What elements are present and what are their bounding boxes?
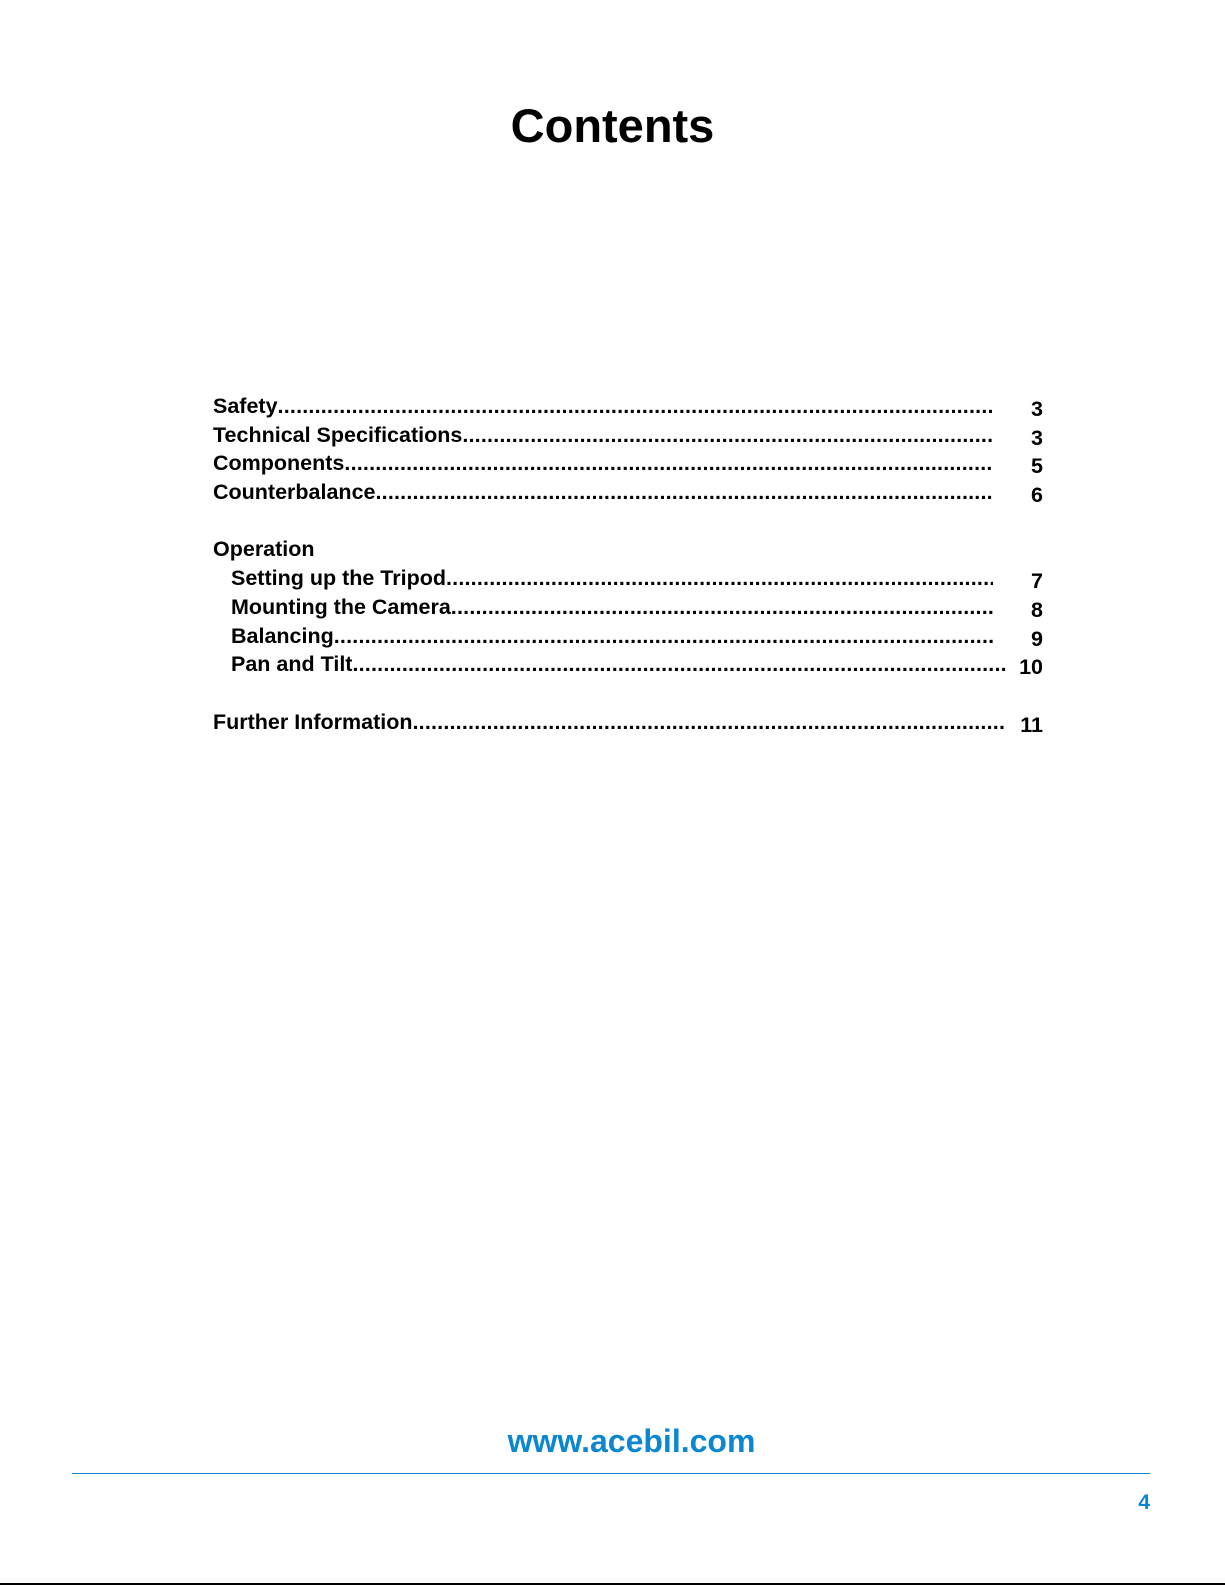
toc-entry-balancing[interactable]	[213, 622, 1043, 651]
footer-page-number: 4	[1138, 1491, 1150, 1514]
toc-entry-counterbalance[interactable]	[213, 478, 1043, 507]
toc-entry-label: Counterbalance	[213, 480, 376, 505]
toc-entry-label: Technical Specifications	[213, 422, 463, 447]
table-of-contents	[213, 392, 1043, 736]
toc-entry-label: Mounting the Camera	[231, 594, 451, 619]
toc-entry-page: 8	[1031, 597, 1043, 622]
toc-entry-page: 6	[1031, 483, 1043, 508]
toc-entry-further-information[interactable]	[213, 708, 1043, 737]
toc-entry-label: Further Information	[213, 709, 413, 734]
toc-entry-label: Pan and Tilt	[231, 652, 353, 677]
toc-entry-label: Setting up the Tripod	[231, 566, 446, 591]
toc-entry-components[interactable]	[213, 449, 1043, 478]
toc-entry-page: 7	[1031, 569, 1043, 594]
toc-entry-page: 10	[1019, 655, 1043, 680]
toc-entry-mounting-the-camera[interactable]	[213, 593, 1043, 622]
toc-section-heading-operation: Operation	[213, 537, 315, 562]
toc-entry-pan-and-tilt[interactable]	[213, 650, 1043, 679]
toc-entry-technical-specifications[interactable]	[213, 421, 1043, 450]
toc-entry-safety[interactable]	[213, 392, 1043, 421]
toc-entry-setting-up-the-tripod[interactable]	[213, 564, 1043, 593]
footer-website-link[interactable]: www.acebil.com	[507, 1423, 756, 1459]
toc-entry-page: 3	[1031, 397, 1043, 421]
footer-divider	[72, 1473, 1150, 1474]
toc-entry-page: 11	[1020, 712, 1043, 737]
toc-entry-page: 5	[1031, 454, 1043, 479]
toc-entry-label: Balancing	[231, 623, 334, 648]
toc-entry-label: Safety	[213, 394, 278, 418]
toc-entry-page: 9	[1031, 626, 1043, 651]
toc-entry-label: Components	[213, 451, 345, 476]
toc-entry-page: 3	[1031, 425, 1043, 450]
page-title: Contents	[510, 99, 715, 152]
